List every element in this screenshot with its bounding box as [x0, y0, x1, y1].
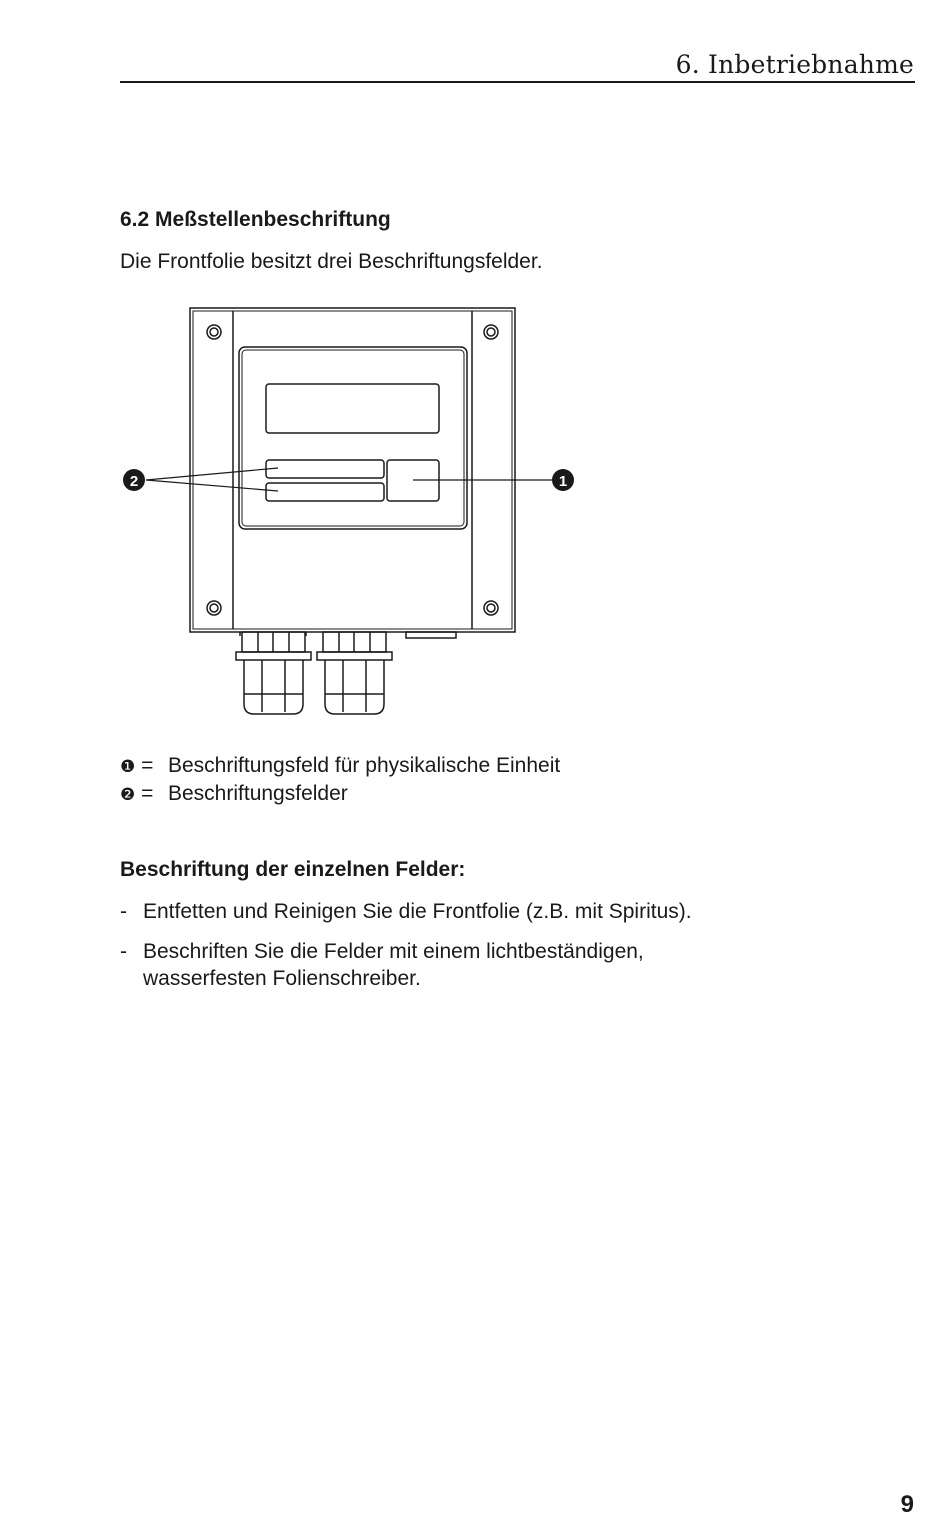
legend-equals: =	[141, 754, 154, 777]
legend-key	[120, 752, 168, 780]
vent-plug	[406, 632, 456, 638]
list-dash: -	[120, 900, 127, 923]
callout-marker-2	[123, 469, 145, 491]
screw-icon	[484, 601, 498, 615]
running-header: 6. Inbetriebnahme	[675, 50, 914, 79]
screw-icon	[207, 601, 221, 615]
legend-text: Beschriftungsfeld für physikalische Einheit	[168, 754, 561, 777]
figure-legend	[120, 752, 568, 808]
legend-marker: ❶	[120, 757, 136, 776]
display-window	[266, 384, 439, 433]
legend-equals: =	[141, 782, 154, 805]
intro-text: Die Frontfolie besitzt drei Beschriftungsfelder.	[120, 250, 543, 273]
cable-gland-right	[317, 632, 392, 714]
legend-key	[120, 780, 168, 808]
list-item	[120, 898, 820, 925]
device-front-panel-figure	[110, 300, 590, 720]
header-rule	[120, 81, 915, 83]
instructions-heading: Beschriftung der einzelnen Felder:	[120, 858, 466, 881]
callout-2-leader-upper	[146, 468, 278, 480]
label-field-2-upper	[266, 460, 384, 478]
page-number: 9	[900, 1491, 914, 1518]
list-item-text: Beschriften Sie die Felder mit einem lichtbeständigen, wasserfesten Folienschreiber.	[143, 940, 644, 990]
list-item	[120, 938, 820, 992]
cable-gland-left	[236, 632, 311, 714]
callout-marker-1	[552, 469, 574, 491]
list-item-text: Entfetten und Reinigen Sie die Frontfolie (z.B. mit Spiritus).	[143, 900, 692, 923]
section-title: 6.2 Meßstellenbeschriftung	[120, 208, 391, 231]
legend-item	[120, 780, 568, 808]
screw-icon	[484, 325, 498, 339]
callout-2-number: 2	[129, 473, 139, 490]
legend-item	[120, 752, 568, 780]
screw-icon	[207, 325, 221, 339]
legend-marker: ❷	[120, 785, 136, 804]
instruction-list	[120, 898, 820, 1005]
callout-1-number: 1	[558, 473, 568, 490]
list-dash: -	[120, 940, 127, 963]
callout-2-leader-lower	[146, 480, 278, 491]
legend-text: Beschriftungsfelder	[168, 782, 348, 805]
label-field-2-lower	[266, 483, 384, 501]
